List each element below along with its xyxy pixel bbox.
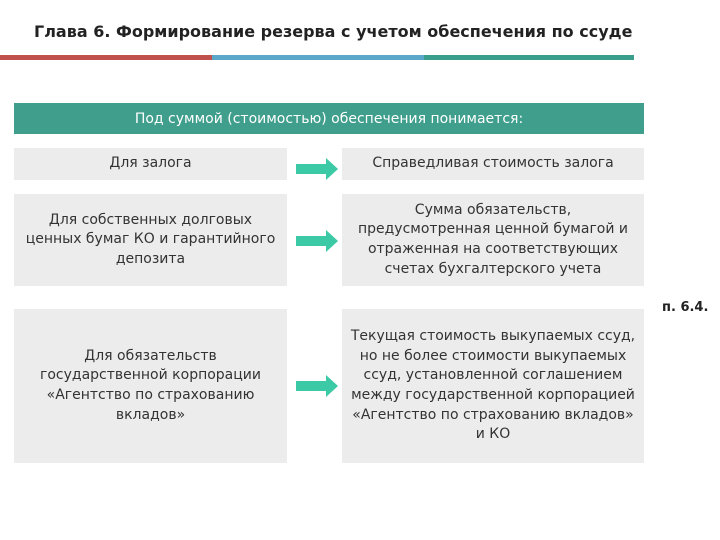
row-2-right-box: Сумма обязательств, предусмотренная ценной бумагой и отраженная на соответствующих счетах бухгалтерского учета bbox=[342, 194, 644, 286]
row-3-left-box: Для обязательств государственной корпорации «Агентство по страхованию вкладов» bbox=[14, 309, 287, 463]
row-1-left-box: Для залога bbox=[14, 148, 287, 180]
arrow-right-icon bbox=[296, 158, 338, 180]
arrow-right-icon bbox=[296, 230, 338, 252]
title-underline-red bbox=[0, 55, 212, 60]
title-underline-blue bbox=[212, 55, 424, 60]
title-underline-teal bbox=[424, 55, 634, 60]
definition-header: Под суммой (стоимостью) обеспечения понимается: bbox=[14, 103, 644, 134]
section-reference-label: п. 6.4. bbox=[662, 300, 709, 315]
page-title: Глава 6. Формирование резерва с учетом обеспечения по ссуде bbox=[34, 22, 633, 41]
row-3-right-box: Текущая стоимость выкупаемых ссуд, но не более стоимости выкупаемых ссуд, установленной соглашением между государственной корпорацией «Агентство по страхованию вкладов» и КО bbox=[342, 309, 644, 463]
row-2-left-box: Для собственных долговых ценных бумаг КО и гарантийного депозита bbox=[14, 194, 287, 286]
arrow-right-icon bbox=[296, 375, 338, 397]
row-1-right-box: Справедливая стоимость залога bbox=[342, 148, 644, 180]
